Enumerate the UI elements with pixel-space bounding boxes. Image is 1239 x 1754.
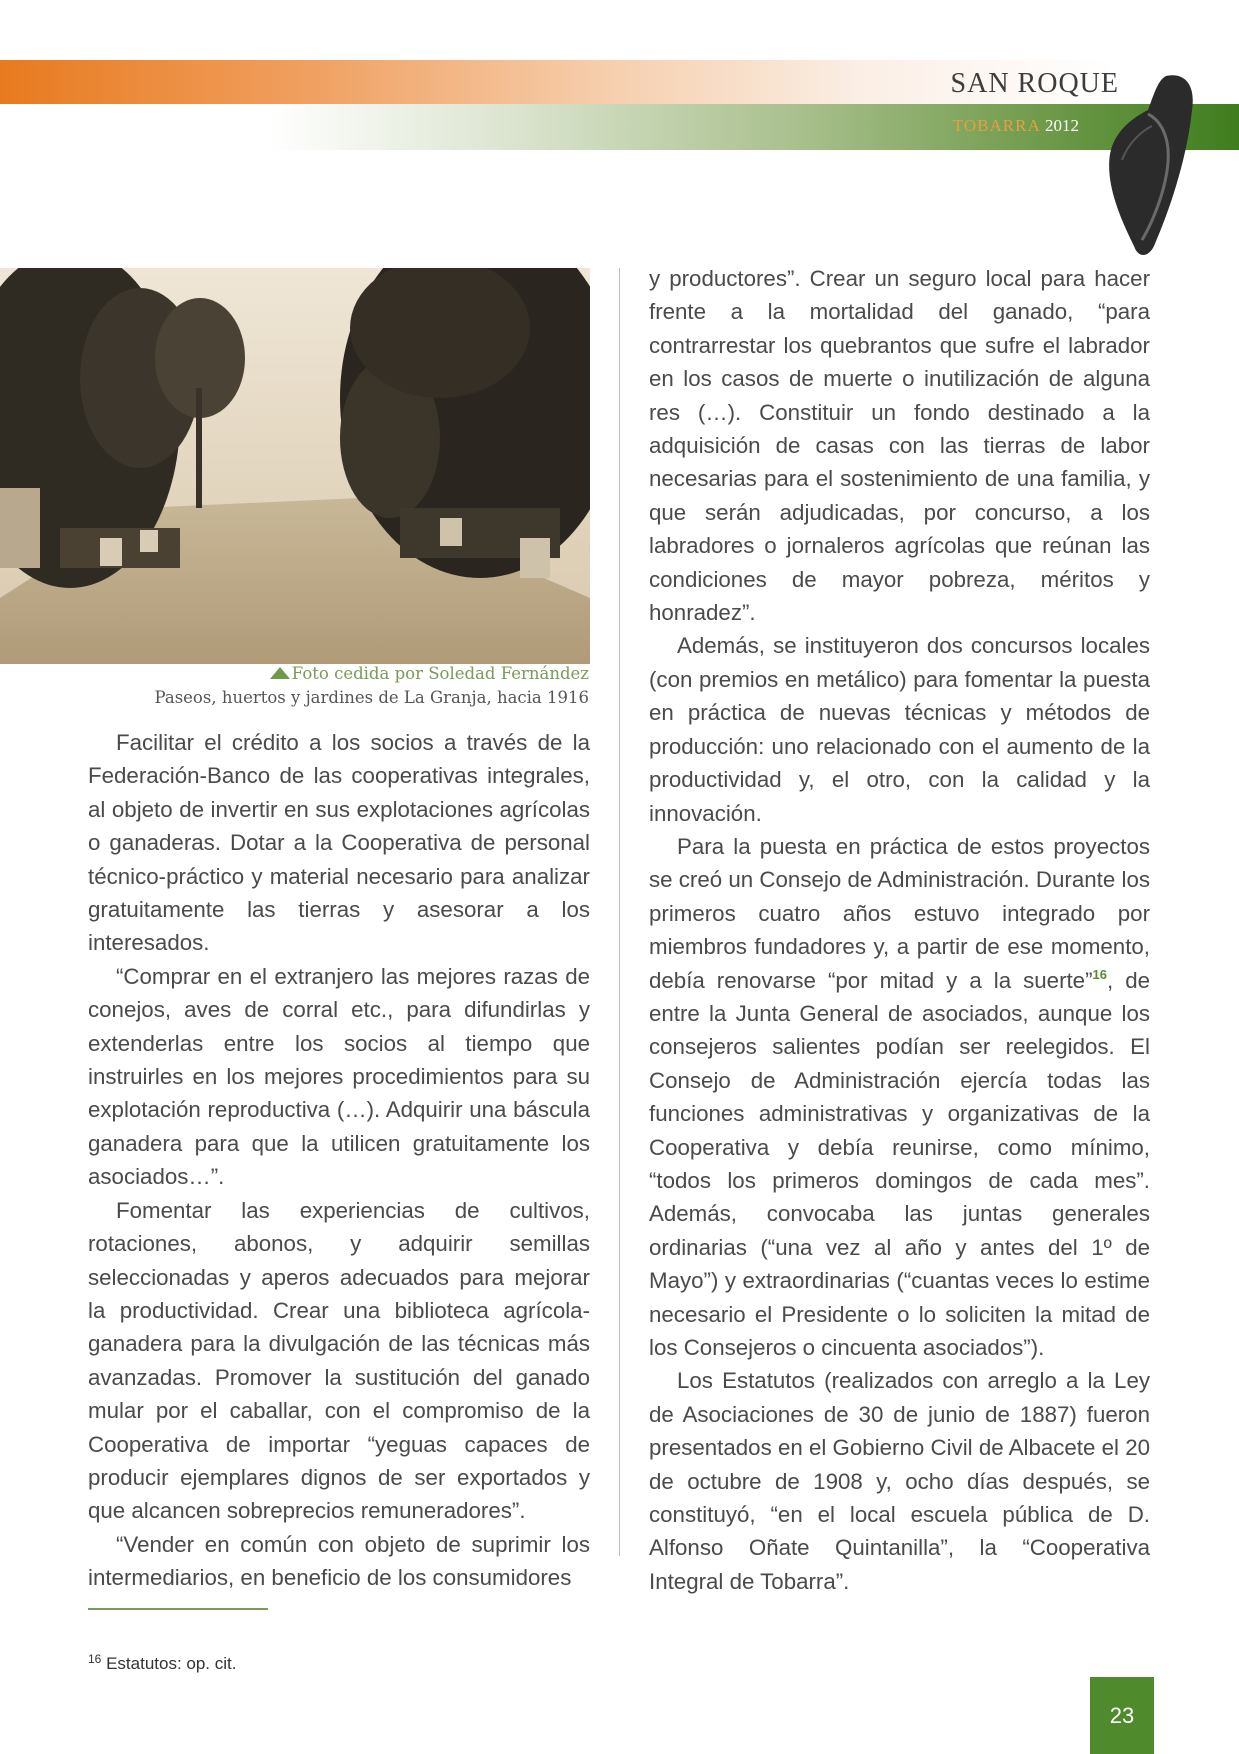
paragraph: “Comprar en el extranjero las mejores razas de conejos, aves de corral etc., para difundirlas y extenderlas entre los socios al tiempo que instruirles en los mejores procedimientos para su explotación reproductiva (…). Adquirir una báscula ganadera para que la utilicen gratuitamente los asociados…”. — [88, 963, 590, 1190]
column-divider — [619, 268, 620, 1556]
magazine-title: SAN ROQUE — [950, 68, 1119, 99]
footnote-text: Estatutos: op. cit. — [101, 1654, 237, 1673]
paragraph: Fomentar las experiencias de cultivos, rotaciones, abonos, y adquirir semillas seleccionadas y aperos adecuados para mejorar la productividad. Crear una biblioteca agrícola-ganadera para la divulgación de las técnicas más avanzadas. Promover la sustitución del ganado mular por el caballar, con el compromiso de la Cooperativa de importar “yeguas capaces de producir ejemplares dignos de ser exportados y que alcancen sobreprecios remuneradores”. — [88, 1197, 590, 1524]
footnote — [88, 1654, 236, 1674]
paragraph-text: , de entre la Junta General de asociados, aunque los consejeros salientes podían ser reelegidos. El Consejo de Administración ejercía todas las funciones administrativas y organizativas de la Cooperativa y debía reunirse, como mínimo, “todos los primeros domingos de cada mes”. Además, convocaba las juntas generales ordinarias (“una vez al año y antes del 1º de Mayo”) y extraordinarias (“cuantas veces lo estime necesario el Presidente o lo soliciten la mitad de los Consejeros o cincuenta asociados”). — [649, 967, 1150, 1360]
footnote-reference[interactable]: 16 — [1092, 966, 1107, 982]
sombrero-hat-icon — [1088, 70, 1198, 260]
paragraph: Los Estatutos (realizados con arreglo a la Ley de Asociaciones de 30 de junio de 1887) fueron presentados en el Gobierno Civil de Albacete el 20 de octubre de 1908 y, ocho días después, se constituyó, “en el local escuela pública de D. Alfonso Oñate Quintanilla”, la “Cooperativa Integral de Tobarra”. — [649, 1368, 1150, 1594]
photo-credit-text: Foto cedida por Soledad Fernández — [291, 664, 589, 683]
paragraph-text: Para la puesta en práctica de estos proyectos se creó un Consejo de Administración. Durante los primeros cuatro años estuvo integrado por miembros fundadores y, a partir de ese momento, debía renovarse “por mitad y a la suerte” — [649, 833, 1150, 993]
photo-caption: Paseos, huertos y jardines de La Granja, hacia 1916 — [154, 688, 589, 707]
footnote-divider — [88, 1608, 268, 1610]
left-column — [88, 726, 590, 1595]
footnote-number: 16 — [88, 1652, 102, 1666]
paragraph: “Vender en común con objeto de suprimir los intermediarios, en beneficio de los consumidores — [88, 1531, 590, 1591]
paragraph — [649, 830, 1150, 1365]
paragraph: y productores”. Crear un seguro local para hacer frente a la mortalidad del ganado, “para contrarrestar los quebrantos que sufre el labrador en los casos de muerte o inutilización de alguna res (…). Constituir un fondo destinado a la adquisición de casas con las tierras de labor necesarias para el sostenimiento de una familia, y que serán adjudicadas, por concurso, a los labradores o jornaleros agrícolas que reúnan las condiciones de mayor pobreza, méritos y honradez”. — [649, 266, 1150, 626]
paragraph: Facilitar el crédito a los socios a través de la Federación-Banco de las cooperativas integrales, al objeto de invertir en sus explotaciones agrícolas o ganaderas. Dotar a la Cooperativa de personal técnico-práctico y material necesario para analizar gratuitamente las tierras y asesorar a los interesados. — [88, 730, 590, 956]
historic-photo-la-granja — [0, 268, 590, 664]
issue-year: 2012 — [1045, 116, 1079, 135]
town-name: TOBARRA — [952, 116, 1041, 135]
page-number: 23 — [1090, 1677, 1154, 1754]
triangle-icon — [270, 667, 290, 679]
magazine-subtitle — [953, 116, 1079, 136]
photo-credit — [0, 664, 589, 683]
right-column — [649, 262, 1150, 1598]
paragraph: Además, se instituyeron dos concursos locales (con premios en metálico) para fomentar la puesta en práctica de nuevas técnicas y métodos de producción: uno relacionado con el aumento de la productividad y, el otro, con la calidad y la innovación. — [649, 633, 1150, 826]
